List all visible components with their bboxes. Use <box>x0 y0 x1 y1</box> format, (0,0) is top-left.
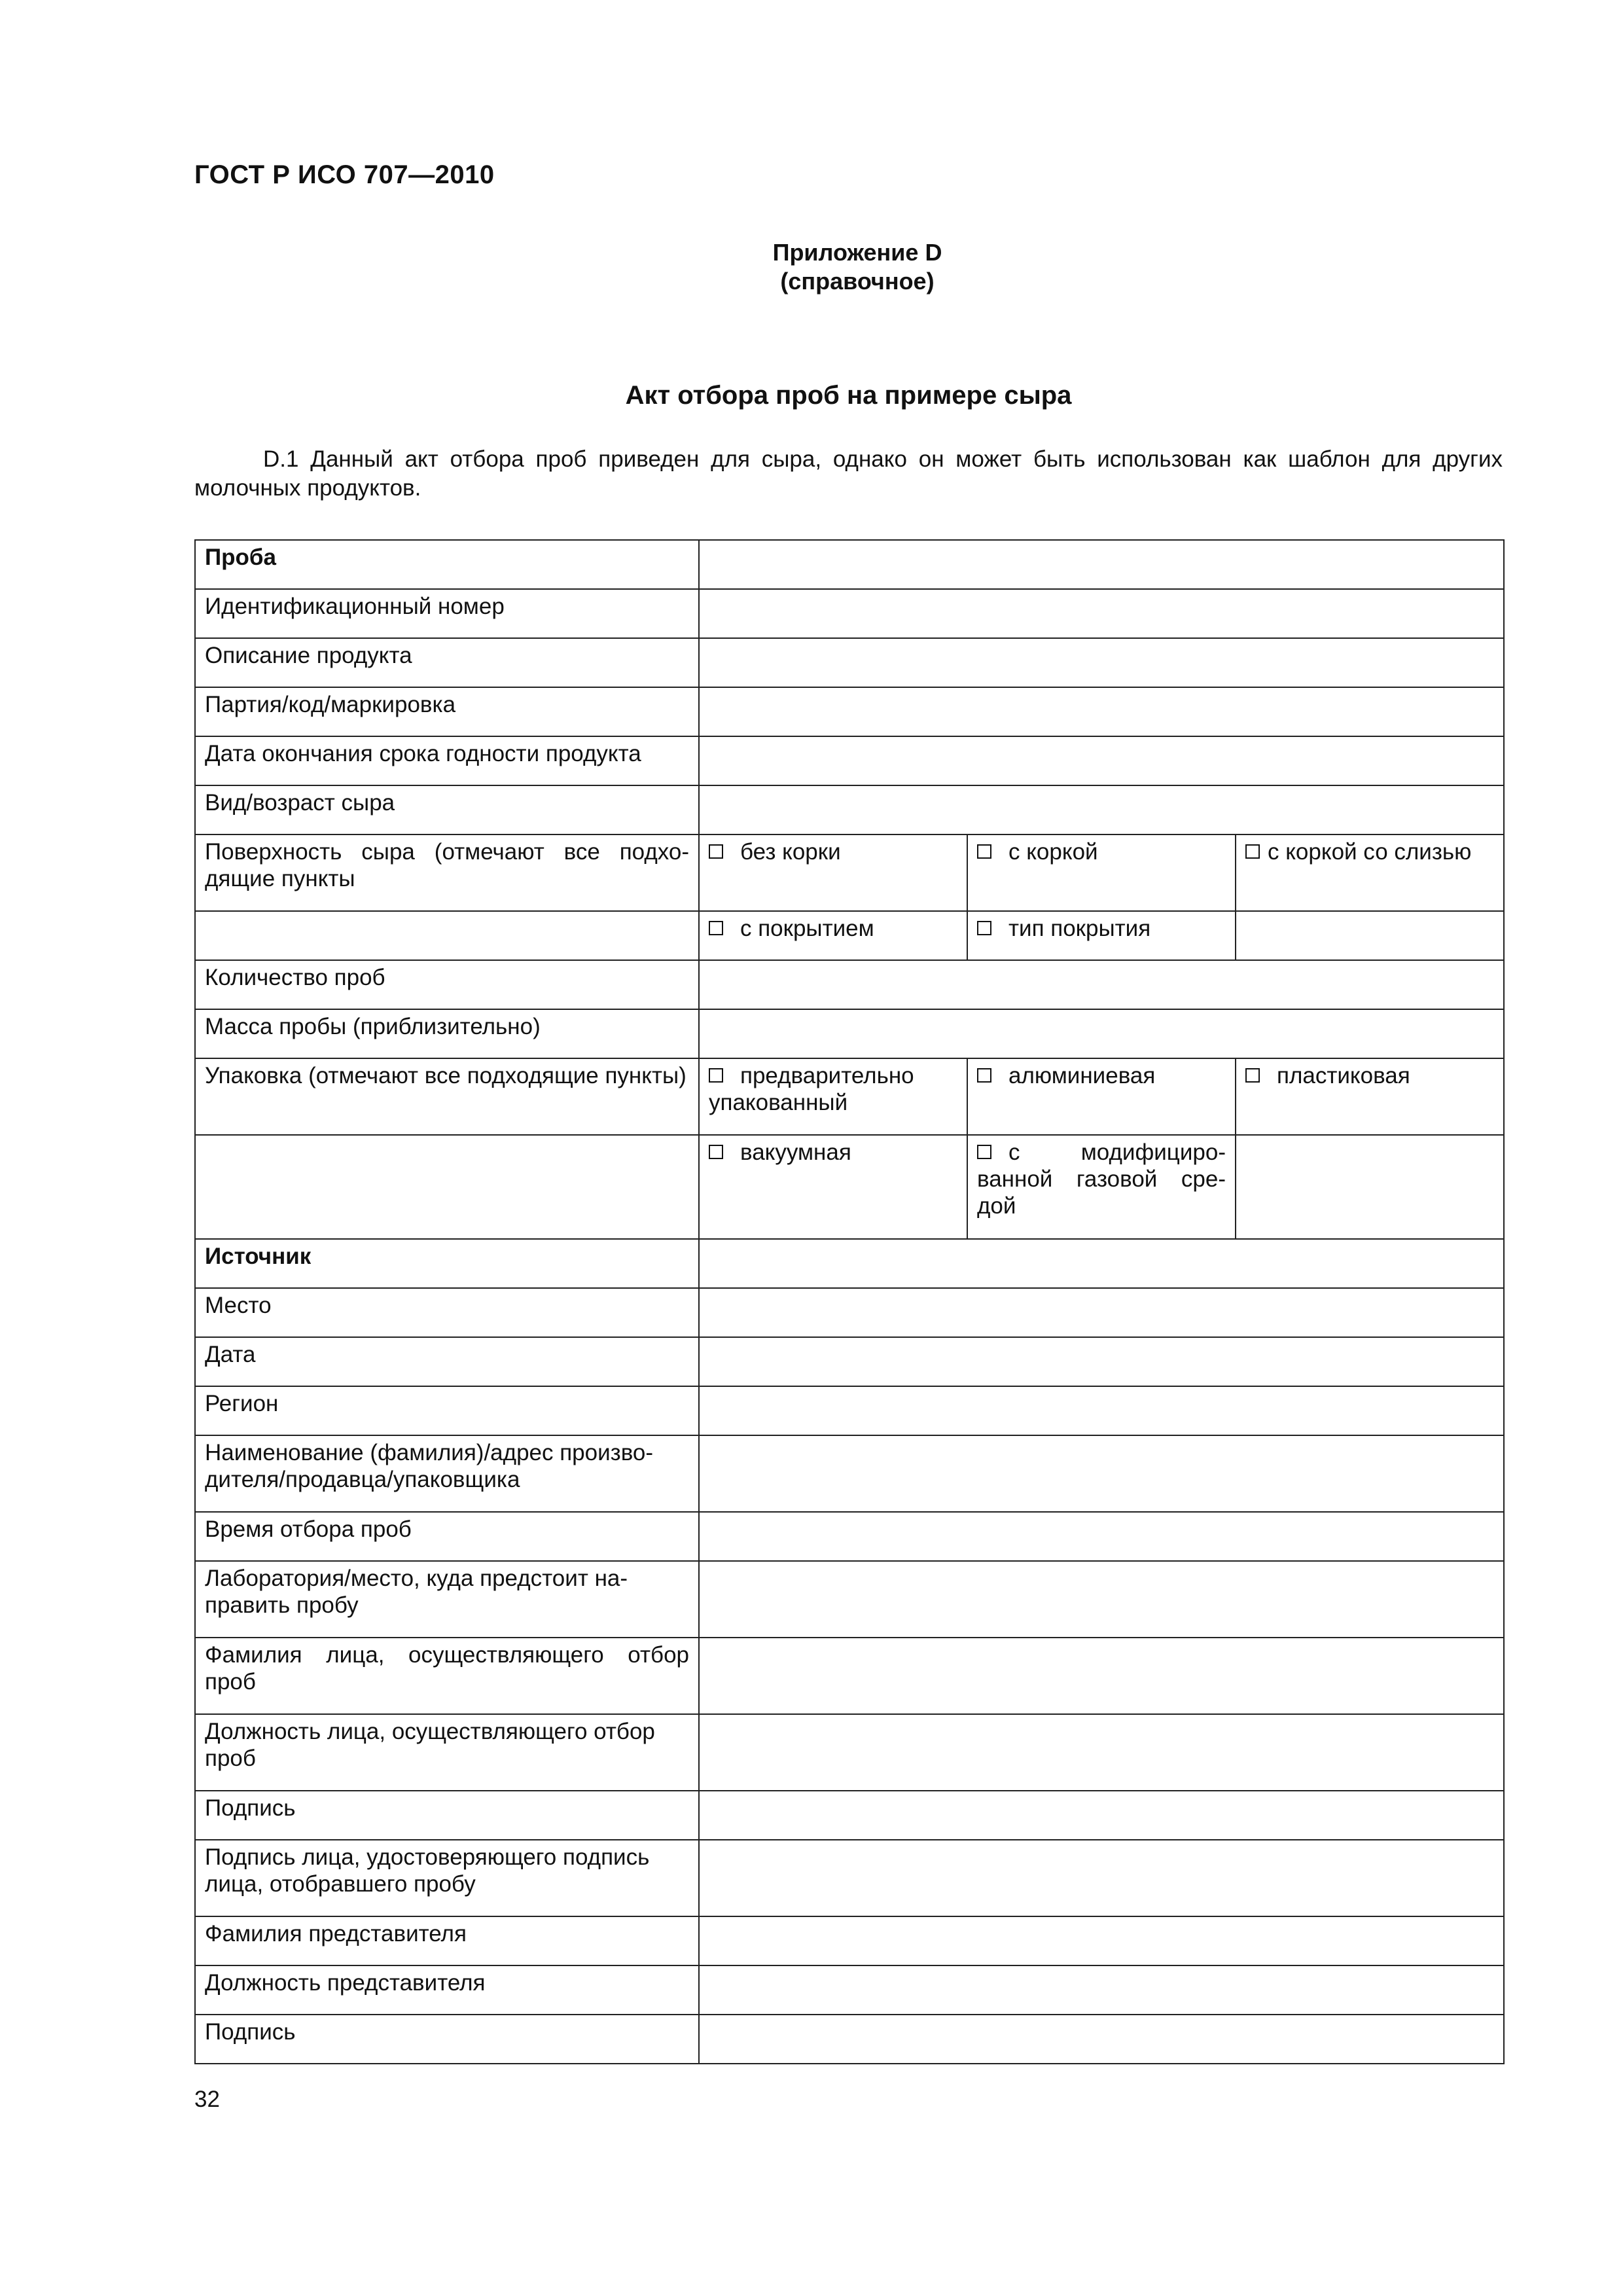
checkbox-option-plastic[interactable]: пластиковая <box>1236 1058 1504 1135</box>
section-header-sample: Проба <box>195 540 699 589</box>
row-label: Идентификационный номер <box>195 589 699 638</box>
value-cell[interactable] <box>699 1561 1504 1638</box>
table-row <box>195 1840 1504 1916</box>
table-row <box>195 1965 1504 2015</box>
table-row <box>195 1435 1504 1512</box>
row-label: Фамилия лица, осуществляющего отбор проб <box>195 1638 699 1714</box>
table-row <box>195 1916 1504 1965</box>
table-row <box>195 785 1504 834</box>
checkbox-icon[interactable] <box>1245 844 1260 859</box>
row-label: Дата <box>195 1337 699 1386</box>
section-header-source: Источник <box>195 1239 699 1288</box>
table-row <box>195 1288 1504 1337</box>
annex-heading <box>753 238 962 296</box>
row-label: Партия/код/маркировка <box>195 687 699 736</box>
empty-label-cell <box>195 1135 699 1239</box>
annex-type: (справочное) <box>780 268 935 295</box>
table-row <box>195 1714 1504 1791</box>
row-label: Место <box>195 1288 699 1337</box>
table-row <box>195 911 1504 960</box>
row-label-surface: Поверхность сыра (отмечают все подхо-дящие пункты <box>195 834 699 911</box>
checkbox-icon[interactable] <box>709 1068 723 1083</box>
value-cell[interactable] <box>699 638 1504 687</box>
table-row <box>195 1135 1504 1239</box>
value-cell[interactable] <box>699 1714 1504 1791</box>
row-label: Описание продукта <box>195 638 699 687</box>
row-label: Наименование (фамилия)/адрес произво-дителя/продавца/упаковщика <box>195 1435 699 1512</box>
empty-label-cell <box>195 911 699 960</box>
row-label: Регион <box>195 1386 699 1435</box>
row-label: Масса пробы (приблизительно) <box>195 1009 699 1058</box>
checkbox-icon[interactable] <box>977 1068 991 1083</box>
checkbox-option-no-rind[interactable]: без корки <box>699 834 967 911</box>
intro-paragraph: D.1 Данный акт отбора проб приведен для сыра, однако он может быть использован как шаблон для других молочных продуктов. <box>194 446 1503 501</box>
value-cell[interactable] <box>699 1965 1504 2015</box>
table-row <box>195 1337 1504 1386</box>
value-cell[interactable] <box>699 785 1504 834</box>
value-cell[interactable] <box>699 2015 1504 2064</box>
table-row <box>195 736 1504 785</box>
table-row <box>195 1009 1504 1058</box>
checkbox-option-rind-slime[interactable]: с коркой со слизью <box>1236 834 1504 911</box>
row-label: Фамилия представителя <box>195 1916 699 1965</box>
table-row <box>195 540 1504 589</box>
row-label-packaging: Упаковка (отмечают все подходящие пункты) <box>195 1058 699 1135</box>
table-row <box>195 1791 1504 1840</box>
table-row <box>195 1386 1504 1435</box>
table-row <box>195 1561 1504 1638</box>
row-label: Дата окончания срока годности продукта <box>195 736 699 785</box>
table-row <box>195 589 1504 638</box>
row-label: Подпись <box>195 2015 699 2064</box>
value-cell[interactable] <box>699 1791 1504 1840</box>
checkbox-icon[interactable] <box>709 844 723 859</box>
value-cell[interactable] <box>699 736 1504 785</box>
row-label: Количество проб <box>195 960 699 1009</box>
value-cell[interactable] <box>699 1288 1504 1337</box>
value-cell[interactable] <box>699 1239 1504 1288</box>
row-label: Должность лица, осуществляющего отбор проб <box>195 1714 699 1791</box>
checkbox-option-with-rind[interactable]: с коркой <box>967 834 1236 911</box>
document-code: ГОСТ Р ИСО 707—2010 <box>194 160 495 189</box>
checkbox-icon[interactable] <box>977 844 991 859</box>
table-row <box>195 834 1504 911</box>
empty-cell <box>1236 911 1504 960</box>
row-label: Вид/возраст сыра <box>195 785 699 834</box>
page-number: 32 <box>194 2087 220 2112</box>
value-cell[interactable] <box>699 589 1504 638</box>
checkbox-option-aluminium[interactable]: алюминиевая <box>967 1058 1236 1135</box>
table-row <box>195 960 1504 1009</box>
checkbox-icon[interactable] <box>977 921 991 935</box>
checkbox-icon[interactable] <box>709 1145 723 1159</box>
value-cell[interactable] <box>699 1512 1504 1561</box>
checkbox-icon[interactable] <box>709 921 723 935</box>
value-cell[interactable] <box>699 1638 1504 1714</box>
value-cell[interactable] <box>699 1337 1504 1386</box>
value-cell[interactable] <box>699 540 1504 589</box>
checkbox-icon[interactable] <box>977 1145 991 1159</box>
table-row <box>195 638 1504 687</box>
checkbox-option-coating-type[interactable]: тип покрытия <box>967 911 1236 960</box>
value-cell[interactable] <box>699 687 1504 736</box>
row-label: Подпись <box>195 1791 699 1840</box>
row-label: Подпись лица, удостоверяющего подпись лица, отобравшего пробу <box>195 1840 699 1916</box>
annex-title: Приложение D <box>772 239 942 266</box>
sampling-form-table <box>194 539 1505 2064</box>
value-cell[interactable] <box>699 960 1504 1009</box>
page-title: Акт отбора проб на примере сыра <box>625 381 1072 410</box>
table-row <box>195 1058 1504 1135</box>
checkbox-icon[interactable] <box>1245 1068 1260 1083</box>
table-row <box>195 1638 1504 1714</box>
row-label: Лаборатория/место, куда предстоит на-править пробу <box>195 1561 699 1638</box>
table-row <box>195 2015 1504 2064</box>
row-label: Время отбора проб <box>195 1512 699 1561</box>
value-cell[interactable] <box>699 1916 1504 1965</box>
empty-cell <box>1236 1135 1504 1239</box>
value-cell[interactable] <box>699 1840 1504 1916</box>
value-cell[interactable] <box>699 1386 1504 1435</box>
table-row <box>195 687 1504 736</box>
checkbox-option-vacuum[interactable]: вакуумная <box>699 1135 967 1239</box>
checkbox-option-modified-atmosphere[interactable]: с модифициро-ванной газовой сре-дой <box>967 1135 1236 1239</box>
checkbox-option-prepacked[interactable]: предварительно упакованный <box>699 1058 967 1135</box>
table-row <box>195 1239 1504 1288</box>
row-label: Должность представителя <box>195 1965 699 2015</box>
checkbox-option-coated[interactable]: с покрытием <box>699 911 967 960</box>
value-cell[interactable] <box>699 1435 1504 1512</box>
value-cell[interactable] <box>699 1009 1504 1058</box>
table-row <box>195 1512 1504 1561</box>
